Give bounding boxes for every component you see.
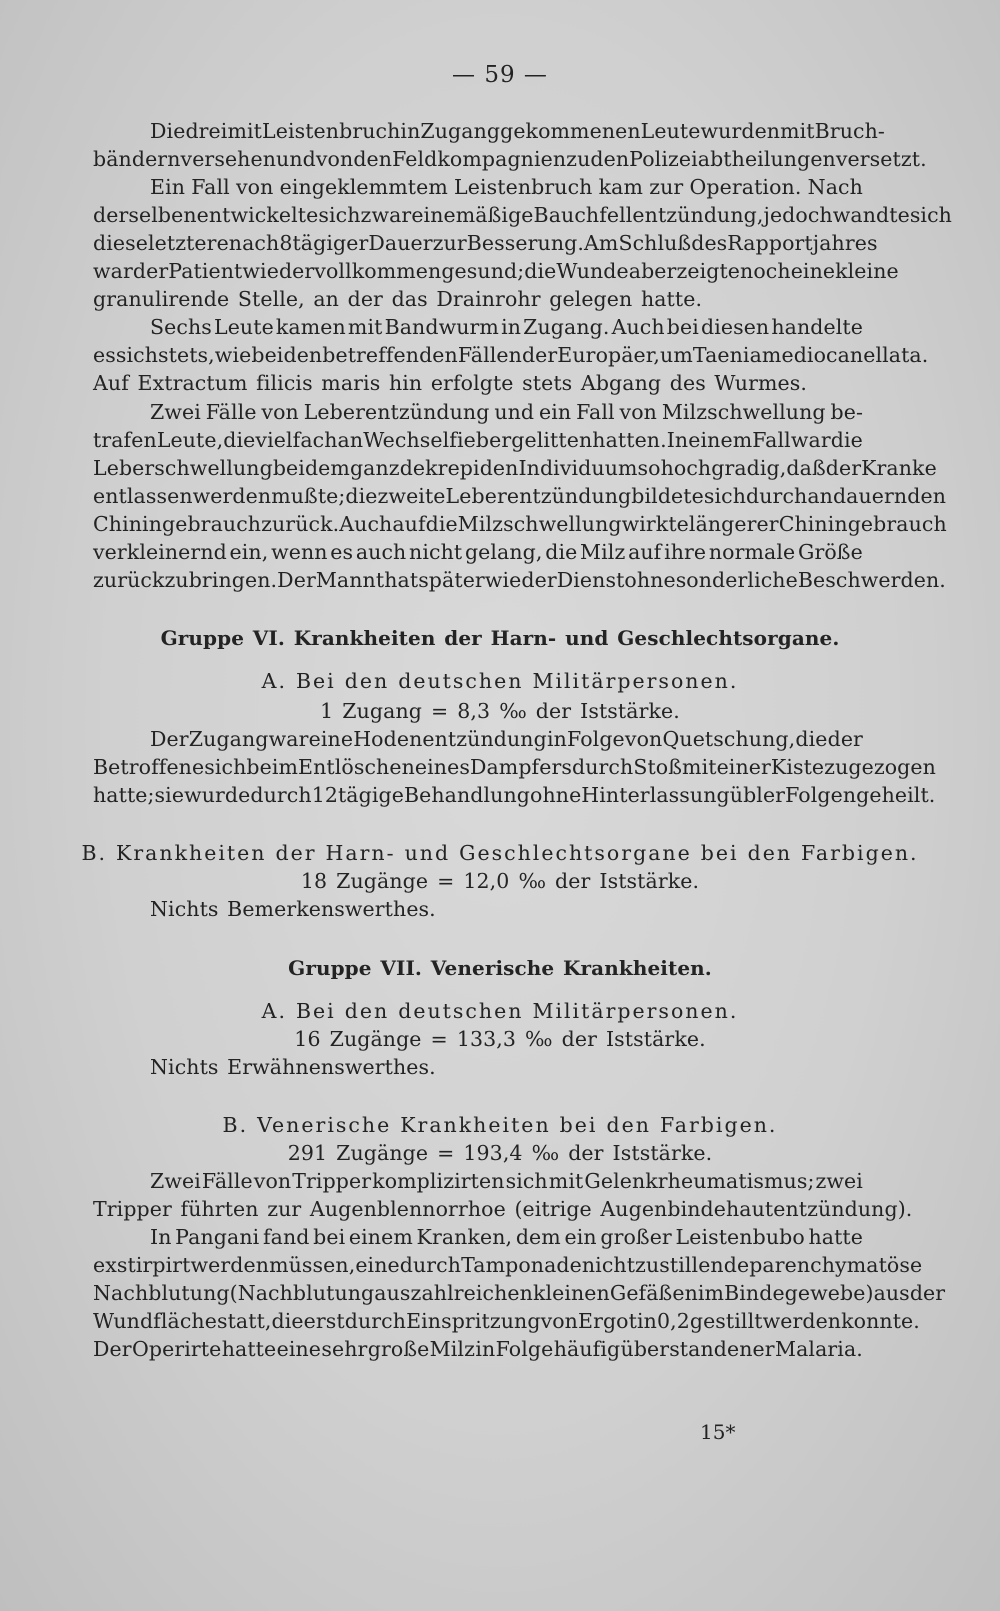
text-line: verkleinernd ein, wenn es auch nicht gelang, die Milz auf ihre normale Größe: [93, 540, 863, 564]
text-line: 18 Zugänge = 12,0 ‰ der Iststärke.: [300, 869, 700, 893]
text-line: Der Zugang war eine Hodenentzündung in Folge von Quetschung, die der: [150, 727, 863, 751]
text-line: 16 Zugänge = 133,3 ‰ der Iststärke.: [294, 1027, 706, 1051]
text-line: Wundfläche statt, die erst durch Einspritzung von Ergotin 0,2 gestillt werden konnte.: [93, 1309, 920, 1333]
text-line: diese letztere nach 8tägiger Dauer zur Besserung. Am Schluß des Rapportjahres: [93, 231, 878, 255]
text-line: 1 Zugang = 8,3 ‰ der Iststärke.: [320, 699, 680, 723]
text-line: Zwei Fälle von Tripper komplizirten sich mit Gelenkrheumatismus; zwei: [150, 1169, 863, 1193]
text-line: entlassen werden mußte; die zweite Leberentzündung bildete sich durch andauernden: [93, 484, 946, 508]
text-line: Die drei mit Leistenbruch in Zugang gekommenen Leute wurden mit Bruch-: [150, 119, 885, 143]
text-line: exstirpirt werden müssen, eine durch Tamponade nicht zu stillende parenchymatöse: [93, 1253, 923, 1277]
text-line: granulirende Stelle, an der das Drainrohr gelegen hatte.: [93, 287, 703, 311]
text-line: Tripper führten zur Augenblennorrhoe (eitrige Augenbindehautentzündung).: [93, 1197, 913, 1221]
text-line: bändern versehen und von den Feldkompagnien zu den Polizeiabtheilungen versetzt.: [93, 147, 927, 171]
text-line: Auf Extractum filicis maris hin erfolgte stets Abgang des Wurmes.: [93, 371, 807, 395]
text-line: B. Krankheiten der Harn- und Geschlechtsorgane bei den Farbigen.: [81, 841, 919, 865]
text-line: Sechs Leute kamen mit Bandwurm in Zugang. Auch bei diesen handelte: [150, 315, 863, 339]
text-line: Nichts Bemerkenswerthes.: [150, 897, 436, 921]
text-line: Betroffene sich beim Entlöschen eines Dampfers durch Stoß mit einer Kiste zugezogen: [93, 755, 936, 779]
page-number: — 59 —: [452, 62, 548, 88]
text-line: Gruppe VII. Venerische Krankheiten.: [288, 956, 712, 980]
text-line: Leberschwellung bei dem ganz dekrepiden Individuum so hochgradig, daß der Kranke: [93, 456, 937, 480]
text-line: Nichts Erwähnenswerthes.: [150, 1055, 436, 1079]
signature-mark: 15*: [700, 1420, 736, 1444]
text-line: A. Bei den deutschen Militärpersonen.: [261, 999, 739, 1023]
text-line: derselben entwickelte sich zwar eine mäßige Bauchfellentzündung, jedoch wandte sich: [93, 203, 952, 227]
text-line: B. Venerische Krankheiten bei den Farbigen.: [222, 1113, 778, 1137]
text-line: hatte; sie wurde durch 12tägige Behandlung ohne Hinterlassung übler Folgen geheilt.: [93, 783, 936, 807]
text-line: Zwei Fälle von Leberentzündung und ein Fall von Milzschwellung be-: [150, 400, 863, 424]
text-line: Nachblutung (Nachblutung aus zahlreichen kleinen Gefäßen im Bindegewebe) aus der: [93, 1281, 946, 1305]
text-line: war der Patient wieder vollkommen gesund; die Wunde aber zeigte noch eine kleine: [93, 259, 899, 283]
text-line: zurückzubringen. Der Mann that später wieder Dienst ohne sonderliche Beschwerden.: [93, 568, 946, 592]
text-line: Gruppe VI. Krankheiten der Harn- und Geschlechtsorgane.: [160, 626, 840, 650]
text-line: In Pangani fand bei einem Kranken, dem ein großer Leistenbubo hatte: [150, 1225, 863, 1249]
text-line: 291 Zugänge = 193,4 ‰ der Iststärke.: [287, 1141, 713, 1165]
text-line: Chiningebrauch zurück. Auch auf die Milzschwellung wirkte längerer Chiningebrauch: [93, 512, 947, 536]
text-line: Der Operirte hatte eine sehr große Milz in Folge häufig überstandener Malaria.: [93, 1337, 863, 1361]
text-line: A. Bei den deutschen Militärpersonen.: [261, 669, 739, 693]
text-line: Ein Fall von eingeklemmtem Leistenbruch kam zur Operation. Nach: [150, 175, 863, 199]
text-line: es sich stets, wie bei den betreffenden Fällen der Europäer, um Taenia mediocanellata.: [93, 343, 929, 367]
text-line: trafen Leute, die vielfach an Wechselfieber gelitten hatten. In einem Fall war die: [93, 428, 863, 452]
